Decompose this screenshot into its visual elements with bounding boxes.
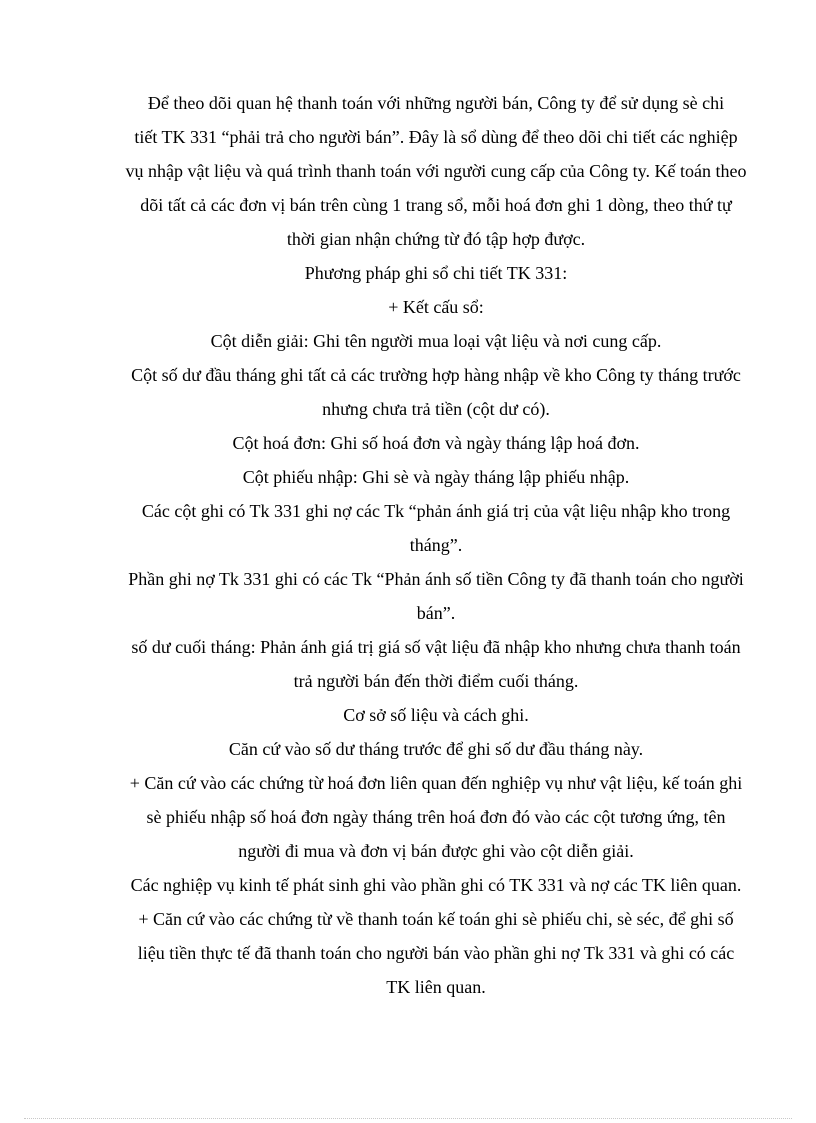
closing-balance-paragraph: số dư cuối tháng: Phản ánh giá trị giá số vật liệu đã nhập kho nhưng chưa thanh toán trả người bán đến thời điểm cuối tháng. — [131, 637, 741, 691]
invoice-documents-paragraph: + Căn cứ vào các chứng từ hoá đơn liên quan đến nghiệp vụ như vật liệu, kế toán ghi sè phiếu nhập số hoá đơn ngày tháng trên hoá đơn đó vào các cột tương ứng, tên người đi mua và đơn vị bán được ghi vào cột diễn giải. — [129, 773, 743, 861]
opening-balance-paragraph: Cột số dư đầu tháng ghi tất cả các trường hợp hàng nhập về kho Công ty tháng trước nhưng chưa trả tiền (cột dư có). — [131, 365, 741, 419]
method-heading: Phương pháp ghi sổ chi tiết TK 331: — [304, 263, 568, 283]
structure-heading: + Kết cấu sổ: — [388, 297, 484, 317]
debit-section-paragraph: Phần ghi nợ Tk 331 ghi có các Tk “Phản ánh số tiền Công ty đã thanh toán cho người bán”. — [128, 569, 744, 623]
payment-documents-paragraph: + Căn cứ vào các chứng từ về thanh toán kế toán ghi sè phiếu chi, sè séc, để ghi số liệu tiền thực tế đã thanh toán cho người bán vào phần ghi nợ Tk 331 và ghi có các TK liên quan. — [137, 909, 735, 997]
transactions-paragraph: Các nghiệp vụ kinh tế phát sinh ghi vào phần ghi có TK 331 và nợ các TK liên quan. — [130, 875, 742, 895]
credit-columns-paragraph: Các cột ghi có Tk 331 ghi nợ các Tk “phản ánh giá trị của vật liệu nhập kho trong tháng”. — [141, 501, 731, 555]
receipt-column-paragraph: Cột phiếu nhập: Ghi sè và ngày tháng lập phiếu nhập. — [242, 467, 630, 487]
previous-balance-paragraph: Căn cứ vào số dư tháng trước để ghi số dư đầu tháng này. — [228, 739, 644, 759]
invoice-column-paragraph: Cột hoá đơn: Ghi số hoá đơn và ngày tháng lập hoá đơn. — [232, 433, 640, 453]
description-column-paragraph: Cột diễn giải: Ghi tên người mua loại vật liệu và nơi cung cấp. — [210, 331, 662, 351]
data-basis-heading: Cơ sở số liệu và cách ghi. — [343, 705, 529, 725]
document-body — [106, 86, 766, 1004]
page-bottom-divider — [24, 1118, 792, 1119]
intro-paragraph: Để theo dõi quan hệ thanh toán với những người bán, Công ty để sử dụng sè chi tiết TK 331 “phải trả cho người bán”. Đây là sổ dùng để theo dõi chi tiết các nghiệp vụ nhập vật liệu và quá trình thanh toán với người cung cấp của Công ty. Kế toán theo dõi tất cả các đơn vị bán trên cùng 1 trang sổ, mỗi hoá đơn ghi 1 dòng, theo thứ tự thời gian nhận chứng từ đó tập hợp được. — [125, 93, 747, 249]
